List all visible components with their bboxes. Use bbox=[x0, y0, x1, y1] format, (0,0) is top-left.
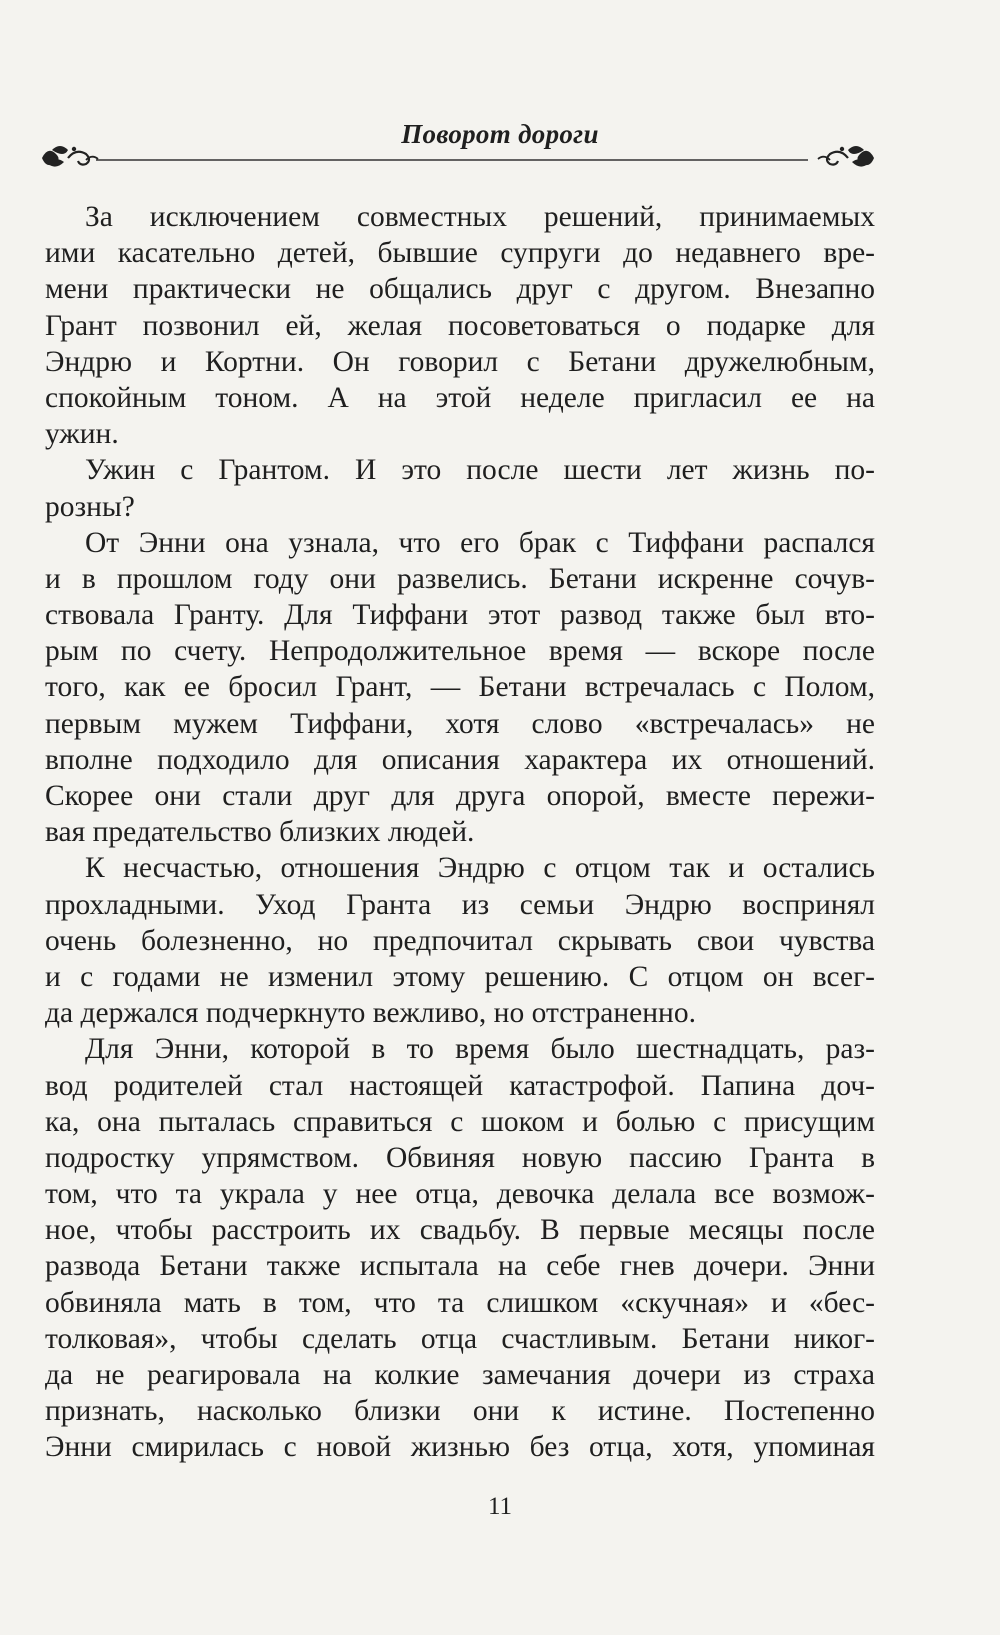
paragraph bbox=[45, 850, 875, 1031]
text-line: того, как ее бросил Грант, — Бетани встречалась с Полом, bbox=[45, 671, 875, 704]
page-number: 11 bbox=[487, 1493, 513, 1520]
text-line: да держался подчеркнуто вежливо, но отстраненно. bbox=[45, 997, 696, 1030]
body-text bbox=[45, 199, 875, 1466]
text-line: вод родителей стал настоящей катастрофой. Папина доч- bbox=[45, 1069, 875, 1102]
text-line: вполне подходило для описания характера их отношений. bbox=[45, 743, 875, 776]
text-line: вая предательство близких людей. bbox=[45, 816, 475, 849]
text-line: От Энни она узнала, что его брак с Тиффани распался bbox=[85, 526, 875, 559]
text-line: ствовала Гранту. Для Тиффани этот развод также был вто- bbox=[45, 599, 875, 632]
paragraph bbox=[45, 1031, 875, 1465]
text-line: Грант позвонил ей, желая посоветоваться о подарке для bbox=[45, 309, 875, 342]
text-line: За исключением совместных решений, принимаемых bbox=[85, 201, 875, 233]
text-line: прохладными. Уход Гранта из семьи Эндрю воспринял bbox=[45, 888, 875, 921]
text-line: подростку упрямством. Обвиняя новую пассию Гранта в bbox=[45, 1141, 875, 1174]
text-line: да не реагировала на колкие замечания дочери из страха bbox=[45, 1359, 875, 1391]
paragraph bbox=[45, 199, 875, 452]
text-line: ужин. bbox=[45, 418, 119, 451]
right-flourish-icon bbox=[818, 146, 874, 167]
text-line: и с годами не изменил этому решению. С отцом он всег- bbox=[45, 960, 875, 993]
text-line: Эндрю и Кортни. Он говорил с Бетани дружелюбным, bbox=[45, 345, 875, 378]
ornament-rule bbox=[38, 140, 878, 176]
text-line: ное, чтобы расстроить их свадьбу. В первые месяцы после bbox=[45, 1214, 875, 1247]
text-line: обвиняла мать в том, что та слишком «скучная» и «бес- bbox=[45, 1286, 875, 1319]
text-line: ка, она пыталась справиться с шоком и болью с присущим bbox=[45, 1105, 875, 1138]
text-line: очень болезненно, но предпочитал скрывать свои чувства bbox=[45, 924, 875, 957]
paragraph bbox=[45, 452, 875, 524]
text-line: развода Бетани также испытала на себе гнев дочери. Энни bbox=[45, 1250, 875, 1283]
left-flourish-icon bbox=[42, 146, 98, 167]
text-line: Ужин с Грантом. И это после шести лет жизнь по- bbox=[85, 454, 875, 487]
text-line: том, что та украла у нее отца, девочка делала все возмож- bbox=[45, 1178, 875, 1211]
paragraph bbox=[45, 525, 875, 851]
text-line: К несчастью, отношения Эндрю с отцом так и остались bbox=[85, 852, 875, 885]
text-line: спокойным тоном. А на этой неделе пригласил ее на bbox=[45, 381, 875, 414]
text-line: толковая», чтобы сделать отца счастливым. Бетани никог- bbox=[45, 1322, 875, 1355]
text-line: и в прошлом году они развелись. Бетани искренне сочув- bbox=[45, 562, 875, 595]
text-line: мени практически не общались друг с другом. Внезапно bbox=[45, 273, 875, 306]
text-line: признать, насколько близки они к истине. Постепенно bbox=[45, 1395, 875, 1428]
text-line: Для Энни, которой в то время было шестнадцать, раз- bbox=[85, 1033, 875, 1066]
text-line: Энни смирилась с новой жизнью без отца, хотя, упоминая bbox=[45, 1431, 875, 1464]
text-line: розны? bbox=[45, 490, 135, 523]
running-title: Поворот дороги bbox=[401, 119, 599, 149]
text-line: рым по счету. Непродолжительное время — вскоре после bbox=[45, 635, 875, 668]
text-line: первым мужем Тиффани, хотя слово «встречалась» не bbox=[45, 707, 875, 740]
text-line: ими касательно детей, бывшие супруги до недавнего вре- bbox=[45, 237, 875, 270]
text-line: Скорее они стали друг для друга опорой, вместе пережи- bbox=[45, 780, 875, 812]
